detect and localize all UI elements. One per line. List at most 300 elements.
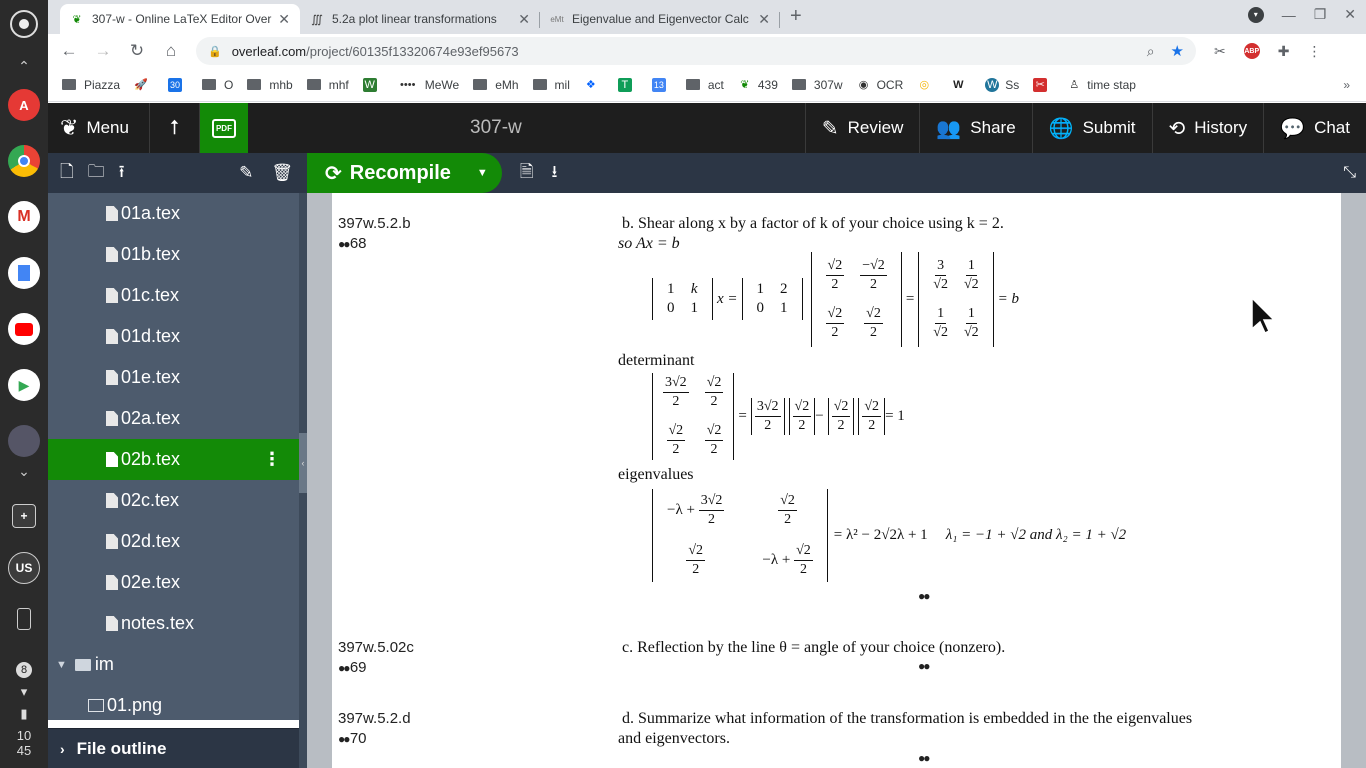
bookmark-item[interactable] (363, 78, 383, 92)
bookmark-item[interactable] (397, 78, 459, 92)
denominator: 2 (692, 561, 700, 577)
det-term (789, 398, 816, 435)
bookmarks-bar (48, 68, 1366, 102)
cell: 2 (780, 281, 788, 297)
file-name: 01c.tex (121, 285, 180, 305)
file-icon (106, 288, 118, 303)
numerator: √2 (826, 257, 845, 276)
fraction (826, 257, 845, 294)
file-item[interactable] (48, 521, 299, 562)
file-icon (106, 575, 118, 590)
fraction (778, 492, 797, 529)
cell: 1 (667, 281, 675, 297)
close-tab-icon[interactable]: ✕ (518, 10, 530, 27)
screen-capture-icon[interactable]: + (12, 504, 36, 528)
bookmark-label: MeWe (424, 77, 460, 92)
file-name: 01.png (107, 695, 163, 715)
pdf-icon: PDF (212, 119, 236, 138)
numeric-matrix (742, 278, 803, 320)
wikipedia-icon: W (953, 78, 964, 91)
bookmark-item[interactable] (857, 78, 904, 92)
x-vector-matrix (811, 252, 902, 347)
fraction (826, 305, 845, 342)
denominator: √2 (963, 276, 979, 292)
bookmark-item[interactable] (247, 78, 292, 92)
neg-lambda: −λ + (667, 501, 695, 518)
problem-id: 397w.5.02c (338, 639, 414, 656)
back-icon[interactable]: ← (60, 41, 78, 60)
bookmark-item[interactable] (307, 78, 349, 92)
play-store-icon[interactable]: ▶ (8, 369, 40, 401)
bookmark-item[interactable] (134, 78, 154, 92)
clock-minute: 45 (16, 743, 32, 758)
bookmark-item[interactable] (618, 78, 638, 92)
shear-matrix (652, 278, 713, 320)
circle-icon: ◎ (919, 79, 930, 91)
det-term (858, 398, 885, 435)
cell: k (690, 281, 698, 297)
bookmark-star-icon[interactable]: ★ (1170, 43, 1184, 60)
file-name: 01d.tex (121, 326, 181, 346)
eigenvalues-heading: eigenvalues (618, 466, 694, 483)
folder-icon (62, 79, 76, 90)
recompile-button[interactable] (307, 153, 502, 193)
dots-icon: •••• (400, 78, 416, 91)
file-icon (106, 370, 118, 385)
tab-title: 307-w - Online LaTeX Editor Over (92, 12, 272, 26)
fraction (705, 422, 724, 459)
calendar-icon: 13 (653, 79, 664, 90)
new-tab-button[interactable]: + (790, 5, 802, 27)
file-name: 02a.tex (121, 408, 181, 428)
denominator: 2 (764, 417, 772, 433)
denominator: √2 (963, 324, 979, 340)
numerator: √2 (686, 542, 705, 561)
problem-text: c. Reflection by the line θ = angle of your choice (nonzero). (622, 639, 1006, 656)
file-item[interactable] (48, 480, 299, 521)
history-label: History (1194, 118, 1248, 137)
file-name: 01e.tex (121, 367, 181, 387)
file-name: notes.tex (121, 613, 195, 633)
file-menu-icon[interactable]: ⋮ (263, 449, 281, 469)
numerator: √2 (778, 492, 797, 511)
pdf-viewer[interactable] (307, 193, 1366, 768)
cell: 1 (756, 281, 765, 297)
new-file-icon[interactable]: 🗋 (60, 161, 74, 181)
pdf-view-button[interactable] (200, 103, 248, 153)
chevron-down-icon[interactable]: ▼ (56, 658, 67, 671)
fraction (933, 257, 948, 294)
history-icon: ⟲ (1168, 117, 1186, 140)
history-button[interactable] (1152, 103, 1264, 153)
b-matrix (918, 252, 993, 347)
numerator: 1 (966, 305, 977, 324)
bookmark-item[interactable] (738, 78, 778, 92)
problem-id: 397w.5.2.b (338, 215, 411, 232)
file-item[interactable] (48, 275, 299, 316)
folder-icon (473, 79, 487, 90)
bookmark-item[interactable] (473, 78, 518, 92)
bookmark-item[interactable] (1033, 78, 1053, 92)
folder-icon (533, 79, 547, 90)
numerator: √2 (862, 398, 881, 417)
chevron-down-icon[interactable]: ⌄ (18, 463, 30, 479)
zoom-icon[interactable]: ⌕ (1146, 42, 1155, 59)
bookmark-item[interactable] (168, 78, 188, 92)
menu-label: Menu (86, 118, 129, 137)
mouse-cursor-icon (1251, 297, 1275, 335)
bookmark-item[interactable] (985, 78, 1019, 92)
review-button[interactable] (805, 103, 920, 153)
denominator: √2 (933, 324, 948, 340)
problem-label (338, 214, 411, 254)
det-term (751, 398, 785, 435)
lock-icon[interactable]: 🔒 (208, 45, 222, 58)
fraction (964, 305, 979, 342)
refresh-icon: ⟳ (325, 162, 342, 185)
menu-button[interactable] (48, 103, 150, 153)
folder-name: im (94, 654, 114, 674)
char-matrix (652, 489, 828, 582)
problem-label (338, 638, 414, 678)
file-item[interactable] (48, 357, 299, 398)
equals-b: = b (997, 290, 1020, 307)
problem-count: 70 (349, 730, 367, 747)
problem-count: 69 (349, 659, 367, 676)
file-icon (106, 329, 118, 344)
det-result: = 1 (885, 407, 905, 424)
file-icon (106, 206, 118, 221)
overleaf-leaf-icon: ❦ (72, 13, 82, 26)
determinant-equation (648, 369, 905, 463)
wifi-icon: ▾ (20, 684, 28, 699)
bookmark-item[interactable] (62, 78, 120, 92)
bookmark-label: Ss (1005, 77, 1020, 92)
fraction (860, 257, 887, 294)
problem-text-continued: and eigenvectors. (618, 730, 730, 747)
numerator: −√2 (860, 257, 887, 276)
window-controls (1248, 6, 1356, 23)
file-tree-toolbar (48, 153, 307, 193)
folder-icon (686, 79, 700, 90)
pdf-page (332, 193, 1341, 768)
home-icon[interactable]: ⌂ (165, 41, 177, 60)
file-outline-label: File outline (76, 738, 167, 758)
chat-button[interactable] (1263, 103, 1366, 153)
more-bookmarks-button[interactable]: » (1343, 77, 1350, 92)
file-item[interactable] (48, 398, 299, 439)
so-line: so Ax = b (618, 235, 680, 252)
bookmark-item[interactable] (917, 78, 937, 92)
clock-hour: 10 (16, 728, 32, 743)
bookmark-item[interactable] (533, 78, 570, 92)
file-icon (106, 247, 118, 262)
bookmark-item[interactable] (951, 78, 971, 92)
bookmark-label: 307w (813, 77, 843, 92)
folder-icon (307, 79, 321, 90)
folder-item[interactable] (48, 644, 299, 685)
equals: = (738, 407, 747, 424)
file-item[interactable] (48, 685, 299, 720)
determinant-heading: determinant (618, 352, 695, 369)
file-name: 02e.tex (121, 572, 181, 592)
extension-icon[interactable]: ✂ (1214, 42, 1226, 59)
bookmark-label: 439 (757, 77, 778, 92)
logs-icon[interactable]: 🗎 (519, 161, 534, 181)
bookmark-label: eMh (495, 77, 519, 92)
new-folder-icon[interactable]: 🗀 (87, 161, 105, 181)
file-icon (106, 452, 118, 467)
characteristic-polynomial: = λ² − 2√2λ + 1 (833, 526, 928, 543)
bookmark-item[interactable] (792, 78, 843, 92)
file-item[interactable] (48, 316, 299, 357)
forward-icon[interactable]: → (94, 41, 112, 60)
emath-tab-icon: eMt (550, 14, 564, 24)
matrix-equation (648, 249, 1019, 349)
users-icon: 👥 (936, 117, 962, 140)
denominator: 2 (870, 276, 878, 292)
phone-hub-icon[interactable] (17, 608, 31, 630)
pdf-toolbar (307, 153, 1366, 193)
bookmark-item[interactable] (652, 78, 672, 92)
submit-button[interactable] (1032, 103, 1152, 153)
problem-id: 397w.5.2.d (338, 710, 411, 727)
bookmark-label: O (224, 77, 234, 92)
share-button[interactable] (919, 103, 1031, 153)
x-equals: x = (717, 290, 738, 307)
denominator: 2 (831, 324, 839, 340)
denominator: 2 (784, 511, 792, 527)
bookmark-item[interactable] (584, 78, 604, 92)
acrobat-icon[interactable]: A (8, 89, 40, 121)
status-tray[interactable] (0, 662, 48, 758)
numerator: 3√2 (755, 398, 781, 417)
numerator: √2 (793, 398, 812, 417)
numerator: 3 (935, 257, 946, 276)
cell: 0 (756, 300, 765, 316)
bookmark-label: mil (554, 77, 570, 92)
denominator: 2 (799, 561, 807, 577)
numerator: √2 (705, 374, 724, 393)
numerator: 1 (966, 257, 977, 276)
folder-open-icon (75, 659, 91, 671)
tab-title: 5.2a plot linear transformations (332, 12, 497, 26)
extensions (1214, 43, 1321, 60)
bookmark-label: time stap (1087, 77, 1136, 92)
eyes-icon: ●● (918, 751, 929, 765)
puzzle-icon[interactable]: ✚ (1277, 42, 1290, 59)
close-tab-icon[interactable]: ✕ (278, 10, 290, 27)
cell: 0 (667, 300, 675, 316)
review-icon: ✎ (821, 117, 839, 140)
tab-eigen[interactable] (540, 4, 780, 34)
denominator: 2 (868, 417, 876, 433)
equals: = (905, 290, 915, 307)
minus: − (815, 407, 824, 424)
collapse-handle-icon[interactable]: ‹ (299, 433, 307, 493)
fraction (862, 398, 881, 435)
eigenvalue-result: λ₁ = −1 + √2 and λ₂ = 1 + √2 (945, 526, 1127, 543)
bookmark-item[interactable] (686, 78, 724, 92)
numerator: √2 (826, 305, 845, 324)
language-indicator[interactable]: US (8, 552, 40, 584)
close-tab-icon[interactable]: ✕ (758, 10, 770, 27)
battery-icon: ▮ (20, 706, 28, 721)
image-file-icon (88, 699, 104, 712)
close-window-icon[interactable]: ✕ (1344, 6, 1356, 22)
eyes-icon: ●● (338, 732, 350, 746)
bookmark-label: act (707, 77, 724, 92)
chrome-icon[interactable] (8, 145, 40, 177)
fraction (667, 422, 686, 459)
upload-icon[interactable]: ⭱ (118, 161, 125, 181)
chevron-right-icon: › (60, 740, 65, 757)
bookmark-label: mhb (269, 77, 293, 92)
tab-overleaf[interactable] (60, 4, 300, 34)
overleaf-header (48, 103, 1366, 153)
fraction (755, 398, 781, 435)
launcher-icon[interactable] (10, 10, 38, 38)
fraction (686, 542, 705, 579)
file-item-selected[interactable] (48, 439, 299, 480)
tab-plot[interactable] (300, 4, 540, 34)
browser-tab-strip (48, 0, 1366, 34)
det-term (828, 398, 855, 435)
file-item[interactable] (48, 193, 299, 234)
notification-badge: 8 (16, 662, 32, 678)
numerator: √2 (794, 542, 813, 561)
denominator: 2 (798, 417, 806, 433)
gmail-icon[interactable]: M (8, 201, 40, 233)
file-item[interactable] (48, 603, 299, 644)
mewe-logo-icon: W (364, 78, 375, 91)
collapse-icon[interactable]: ⤡ (1343, 164, 1356, 181)
tab-search-icon[interactable]: ▾ (1248, 7, 1264, 23)
file-outline-toggle[interactable] (48, 728, 299, 768)
det-matrix (652, 373, 734, 460)
folder-icon (247, 79, 261, 90)
fraction (699, 492, 725, 529)
denominator: 2 (710, 393, 718, 409)
file-name: 02b.tex (121, 449, 181, 469)
wordpress-icon: W (987, 78, 998, 91)
file-icon (106, 411, 118, 426)
file-icon (106, 493, 118, 508)
reload-icon[interactable]: ↻ (129, 41, 145, 60)
cell: 1 (780, 300, 788, 316)
fraction (933, 305, 948, 342)
file-name: 02d.tex (121, 531, 181, 551)
denominator: 2 (870, 324, 878, 340)
file-icon (106, 616, 118, 631)
tools-icon: ✂ (1033, 78, 1047, 92)
bookmark-label: OCR (876, 77, 904, 92)
denominator: 2 (672, 393, 680, 409)
eyes-icon: ●● (918, 659, 929, 673)
neg-lambda: −λ + (762, 551, 791, 568)
denominator: 2 (831, 276, 839, 292)
back-to-projects-button[interactable]: ⭡ (150, 103, 200, 153)
adblock-icon[interactable]: ABP (1244, 43, 1260, 59)
caret-down-icon[interactable]: ▼ (476, 167, 488, 179)
file-item[interactable] (48, 234, 299, 275)
menu-kebab-icon[interactable]: ⋮ (1307, 42, 1322, 59)
youtube-icon[interactable] (8, 313, 40, 345)
problem-text: d. Summarize what information of the transformation is embedded in the the eigenvalues (622, 710, 1193, 727)
rocket-icon: 🚀 (134, 79, 148, 91)
file-name: 01b.tex (121, 244, 181, 264)
rename-icon[interactable]: ✎ (239, 163, 254, 182)
denominator: 2 (710, 441, 718, 457)
chat-label: Chat (1314, 118, 1350, 137)
t-icon: T (618, 78, 632, 92)
address-bar[interactable] (196, 37, 1196, 65)
numerator: 3√2 (663, 374, 689, 393)
denominator: √2 (933, 276, 948, 292)
file-item[interactable] (48, 562, 299, 603)
chat-icon: 💬 (1280, 117, 1306, 140)
tab-separator (779, 12, 780, 28)
bookmark-item[interactable] (1067, 78, 1136, 92)
denominator: 2 (708, 511, 716, 527)
share-label: Share (970, 118, 1016, 137)
submit-label: Submit (1082, 118, 1136, 137)
url-host: overleaf.com (231, 43, 307, 59)
project-title[interactable]: 307-w (470, 117, 522, 138)
problem-text: b. Shear along x by a factor of k of your choice using k = 2. (622, 215, 1004, 232)
numerator: √2 (832, 398, 851, 417)
fraction (964, 257, 979, 294)
file-name: 01a.tex (121, 203, 181, 223)
fraction (864, 305, 883, 342)
file-name: 02c.tex (121, 490, 180, 510)
folder-icon (792, 79, 806, 90)
panel-resizer[interactable] (299, 193, 307, 768)
fraction (794, 542, 813, 579)
folder-icon (202, 79, 216, 90)
bookmark-label: mhf (328, 77, 349, 92)
download-icon[interactable]: ⭳ (551, 161, 558, 181)
bookmark-item[interactable] (202, 78, 233, 92)
eyes-icon: ●● (918, 589, 929, 603)
denominator: 2 (672, 441, 680, 457)
review-label: Review (847, 118, 904, 137)
fraction (832, 398, 851, 435)
fraction (705, 374, 724, 411)
leaf-icon: ❦ (740, 79, 750, 91)
delete-icon[interactable]: 🗑 (271, 163, 293, 182)
numerator: 3√2 (699, 492, 725, 511)
restore-icon[interactable]: ❐ (1313, 6, 1327, 22)
recompile-label: Recompile (349, 161, 451, 184)
app-icon[interactable] (8, 425, 40, 457)
person-icon: ♙ (1069, 79, 1080, 91)
url-path: /project/60135f13320674e93ef95673 (306, 43, 519, 59)
plot-tab-icon: ∭ (311, 13, 323, 26)
fraction (663, 374, 689, 411)
dropbox-icon: ❖ (585, 79, 596, 91)
numerator: √2 (705, 422, 724, 441)
eyes-icon: ●● (338, 661, 350, 675)
bookmark-label: Piazza (84, 77, 121, 92)
chromeos-shelf (0, 0, 48, 768)
docs-icon[interactable] (8, 257, 40, 289)
minimize-icon[interactable]: — (1281, 6, 1296, 23)
numerator: √2 (864, 305, 883, 324)
problem-count: 68 (349, 235, 367, 252)
chevron-up-icon[interactable]: ⌃ (18, 58, 30, 74)
calendar-icon: 30 (170, 79, 181, 90)
